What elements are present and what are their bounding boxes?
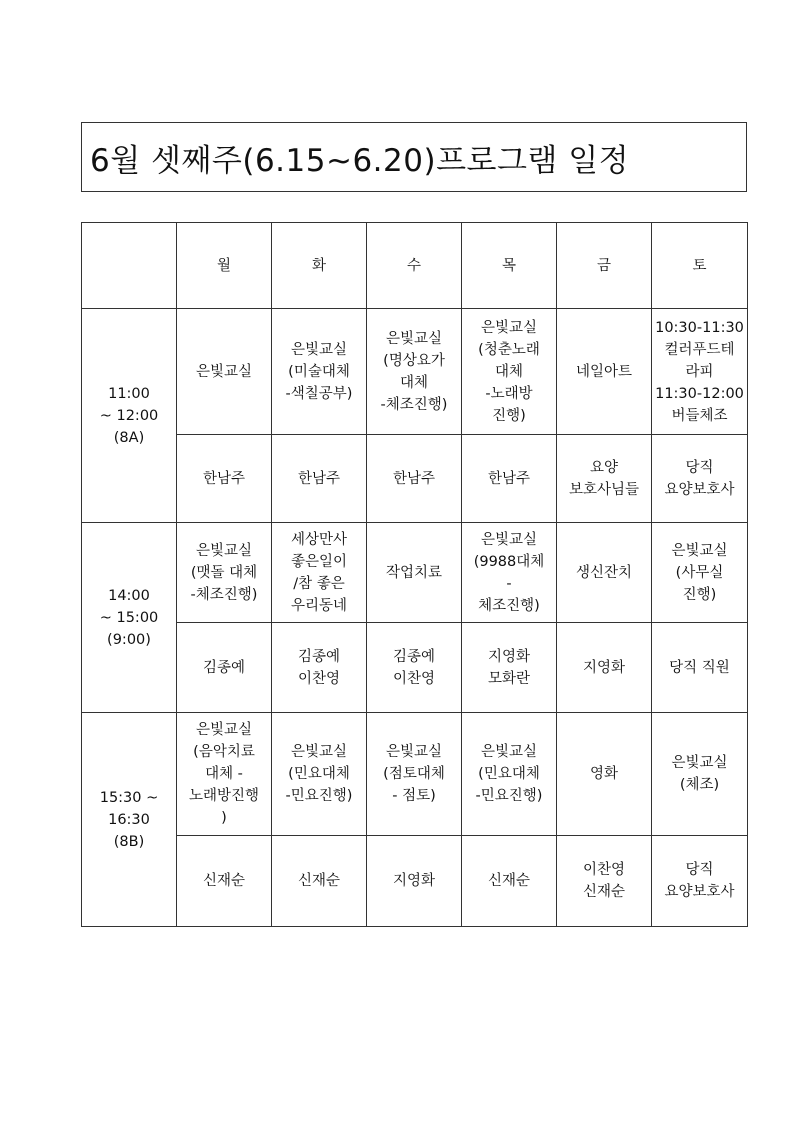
program-cell: 은빛교실 (민요대체 -민요진행) (462, 713, 557, 836)
staff-row (82, 435, 748, 523)
time-slot-cell: 15:30 ~ 16:30 (8B) (82, 713, 177, 927)
staff-cell: 지영화 모화란 (462, 623, 557, 713)
program-row (82, 523, 748, 623)
program-cell: 은빛교실 (청춘노래 대체 -노래방 진행) (462, 309, 557, 435)
program-cell: 네일아트 (557, 309, 652, 435)
header-corner (82, 223, 177, 309)
schedule-table (81, 222, 748, 927)
staff-cell: 한남주 (272, 435, 367, 523)
program-cell: 은빛교실 (미술대체 -색칠공부) (272, 309, 367, 435)
staff-cell: 김종예 (177, 623, 272, 713)
staff-row (82, 836, 748, 927)
program-cell: 작업치료 (367, 523, 462, 623)
time-slot-cell: 11:00 ~ 12:00 (8A) (82, 309, 177, 523)
program-row (82, 309, 748, 435)
staff-cell: 김종예 이찬영 (272, 623, 367, 713)
staff-cell: 요양 보호사님들 (557, 435, 652, 523)
staff-cell: 지영화 (367, 836, 462, 927)
staff-cell: 이찬영 신재순 (557, 836, 652, 927)
program-cell: 10:30-11:30 컬러푸드테 라피 11:30-12:00 버들체조 (652, 309, 748, 435)
day-header: 화 (272, 223, 367, 309)
page-title: 6월 셋째주(6.15~6.20)프로그램 일정 (90, 142, 630, 179)
staff-cell: 당직 직원 (652, 623, 748, 713)
time-slot-cell: 14:00 ~ 15:00 (9:00) (82, 523, 177, 713)
program-cell: 세상만사 좋은일이 /참 좋은 우리동네 (272, 523, 367, 623)
day-header: 월 (177, 223, 272, 309)
staff-cell: 김종예 이찬영 (367, 623, 462, 713)
day-header: 수 (367, 223, 462, 309)
staff-cell: 한남주 (367, 435, 462, 523)
program-row (82, 713, 748, 836)
program-cell: 은빛교실 (점토대체 - 점토) (367, 713, 462, 836)
staff-cell: 지영화 (557, 623, 652, 713)
program-cell: 은빛교실 (9988대체 - 체조진행) (462, 523, 557, 623)
title-box (81, 122, 747, 192)
header-row (82, 223, 748, 309)
staff-cell: 한남주 (177, 435, 272, 523)
staff-cell: 당직 요양보호사 (652, 836, 748, 927)
staff-cell: 신재순 (177, 836, 272, 927)
program-cell: 은빛교실 (사무실 진행) (652, 523, 748, 623)
program-cell: 은빛교실 (민요대체 -민요진행) (272, 713, 367, 836)
day-header: 토 (652, 223, 748, 309)
day-header: 목 (462, 223, 557, 309)
program-cell: 생신잔치 (557, 523, 652, 623)
day-header: 금 (557, 223, 652, 309)
staff-cell: 신재순 (462, 836, 557, 927)
program-cell: 은빛교실 (명상요가 대체 -체조진행) (367, 309, 462, 435)
program-cell: 은빛교실 (음악치료 대체 - 노래방진행 ) (177, 713, 272, 836)
program-cell: 은빛교실 (체조) (652, 713, 748, 836)
staff-cell: 한남주 (462, 435, 557, 523)
staff-cell: 신재순 (272, 836, 367, 927)
program-cell: 영화 (557, 713, 652, 836)
staff-cell: 당직 요양보호사 (652, 435, 748, 523)
program-cell: 은빛교실 (177, 309, 272, 435)
staff-row (82, 623, 748, 713)
program-cell: 은빛교실 (맷돌 대체 -체조진행) (177, 523, 272, 623)
